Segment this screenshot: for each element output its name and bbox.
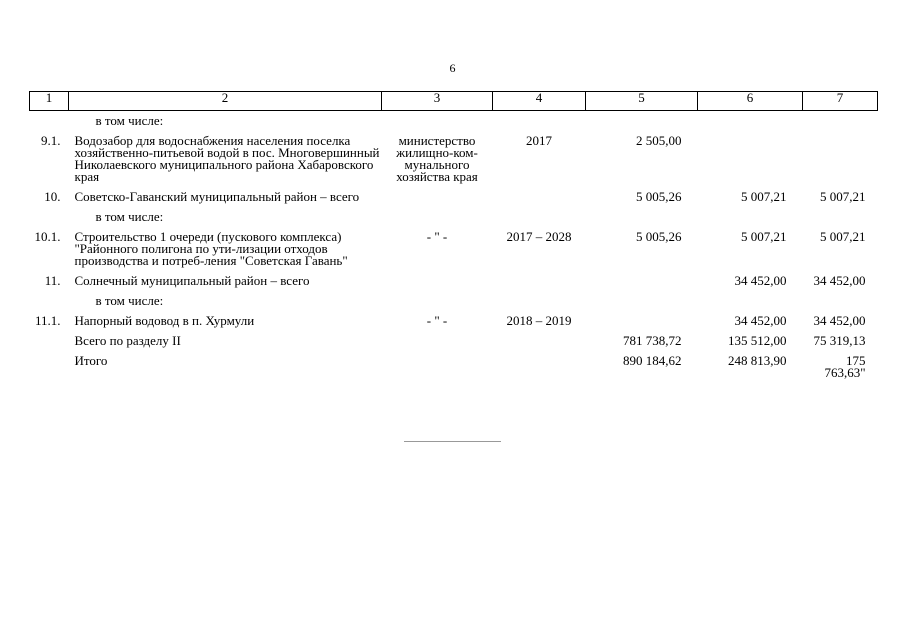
row-value-6: 135 512,00 (728, 333, 787, 348)
table-row (30, 211, 878, 223)
row-value-7: 75 319,13 (813, 333, 866, 348)
row-value-6 (698, 111, 803, 128)
row-name: Строительство 1 очереди (пускового комплекса) "Районного полигона по ути-лизации отходов производства и потреб-ления "Советская Гавань" (74, 229, 348, 268)
row-value-5: 5 005,26 (636, 189, 682, 204)
row-name: в том числе: (95, 113, 164, 128)
row-number (30, 211, 69, 223)
row-org (382, 111, 493, 128)
header-row (30, 92, 878, 111)
row-number: 11.1. (34, 313, 61, 328)
row-value-6: 5 007,21 (741, 229, 787, 244)
row-number (30, 335, 69, 347)
row-org: министерство жилищно-ком-мунального хозяйства края (396, 133, 478, 184)
row-number: 9.1. (41, 133, 61, 148)
row-value-6 (698, 211, 803, 223)
table-row (30, 135, 878, 183)
row-value-5 (586, 275, 698, 287)
total-row (30, 355, 878, 379)
row-period (493, 191, 586, 203)
table-row (30, 191, 878, 203)
table-row (30, 111, 878, 128)
row-value-7 (803, 211, 878, 223)
row-value-6: 34 452,00 (734, 273, 787, 288)
row-number (30, 355, 69, 379)
header-col-2: 2 (69, 92, 382, 111)
row-number: 10.1. (34, 229, 61, 244)
row-org (382, 191, 493, 203)
row-value-6 (698, 135, 803, 183)
row-period (493, 111, 586, 128)
row-period (493, 211, 586, 223)
row-number: 10. (44, 189, 61, 204)
header-col-6: 6 (698, 92, 803, 111)
row-org (382, 295, 493, 307)
row-value-7 (803, 111, 878, 128)
row-org (382, 355, 493, 379)
row-number (30, 295, 69, 307)
row-period (493, 295, 586, 307)
row-name: Итого (74, 353, 108, 368)
row-value-6 (698, 295, 803, 307)
row-value-7 (803, 135, 878, 183)
row-value-5 (586, 111, 698, 128)
end-rule (404, 441, 501, 442)
header-col-3: 3 (382, 92, 493, 111)
row-value-5 (586, 211, 698, 223)
row-name: в том числе: (95, 293, 164, 308)
row-value-5: 781 738,72 (623, 333, 682, 348)
row-value-5: 5 005,26 (636, 229, 682, 244)
budget-table (29, 91, 878, 379)
row-org (382, 211, 493, 223)
subtotal-row (30, 335, 878, 347)
row-name: в том числе: (95, 209, 164, 224)
row-value-7: 34 452,00 (813, 273, 866, 288)
row-org: - " - (426, 313, 448, 328)
row-number: 11. (44, 273, 61, 288)
row-org: - " - (426, 229, 448, 244)
row-org (382, 335, 493, 347)
row-value-6: 5 007,21 (741, 189, 787, 204)
page-number: 6 (449, 61, 456, 75)
row-value-5: 2 505,00 (636, 133, 682, 148)
row-period (493, 335, 586, 347)
row-period (493, 355, 586, 379)
row-name: Советско-Гаванский муниципальный район – всего (74, 189, 360, 204)
row-name: Водозабор для водоснабжения населения поселка хозяйственно-питьевой водой в пос. Многовершинный Николаевского муниципального района Хабаровского края (74, 133, 380, 184)
header-col-4: 4 (493, 92, 586, 111)
row-value-5 (586, 295, 698, 307)
row-name: Солнечный муниципальный район – всего (74, 273, 310, 288)
row-name: Всего по разделу II (74, 333, 181, 348)
row-name: Напорный водовод в п. Хурмули (74, 313, 255, 328)
row-value-6: 34 452,00 (734, 313, 787, 328)
row-value-7: 34 452,00 (813, 313, 866, 328)
row-value-6: 248 813,90 (728, 353, 787, 368)
row-period: 2017 – 2028 (506, 229, 572, 244)
row-period (493, 275, 586, 287)
table-row (30, 275, 878, 287)
row-period: 2017 (526, 133, 552, 148)
row-value-7: 5 007,21 (820, 229, 866, 244)
table-row (30, 315, 878, 327)
row-value-5 (586, 315, 698, 327)
row-period: 2018 – 2019 (506, 313, 572, 328)
header-col-7: 7 (803, 92, 878, 111)
row-value-5: 890 184,62 (623, 353, 682, 368)
row-value-7: 175 763,63" (824, 353, 866, 380)
row-value-7: 5 007,21 (820, 189, 866, 204)
row-number (30, 111, 69, 128)
table-row (30, 295, 878, 307)
table-row (30, 231, 878, 267)
row-org (382, 275, 493, 287)
header-col-5: 5 (586, 92, 698, 111)
header-col-1: 1 (30, 92, 69, 111)
row-value-7 (803, 295, 878, 307)
